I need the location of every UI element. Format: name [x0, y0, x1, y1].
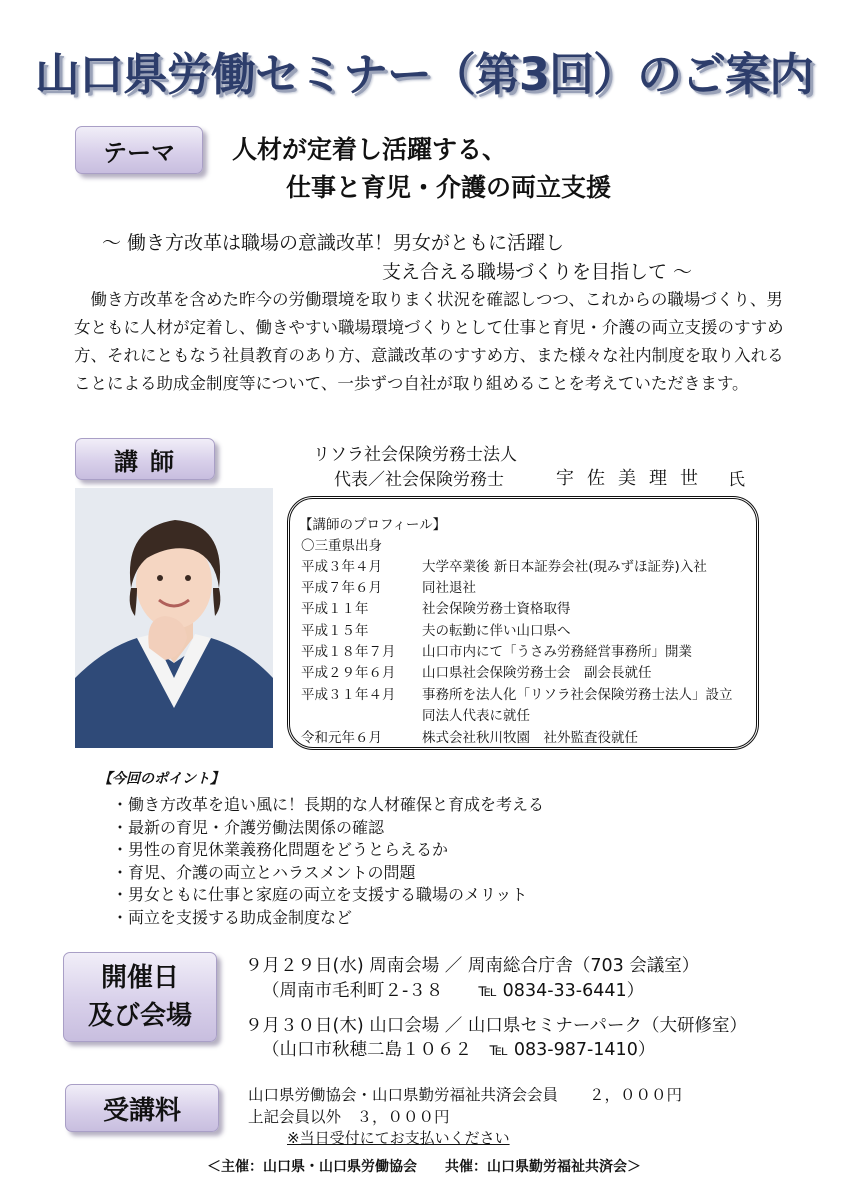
profile-text: 社会保険労務士資格取得 [422, 601, 571, 617]
profile-text: 山口市内にて「うさみ労務経営事務所」開業 [422, 644, 692, 660]
schedule-label-line-2: 及び会場 [87, 1001, 192, 1031]
event-2-line-1: ９月３０日(木) 山口会場 ／ 山口県セミナーパーク（大研修室） [245, 1016, 747, 1036]
profile-text: 大学卒業後 新日本証券会社(現みずほ証券)入社 [422, 559, 707, 575]
lecturer-name: 宇佐美理世 [556, 468, 711, 489]
theme-label: テーマ [75, 126, 203, 174]
fee-nonmember: 上記会員以外 ３，０００円 [248, 1108, 450, 1126]
point-item: ・男女ともに仕事と家庭の両立を支援する職場のメリット [112, 885, 528, 904]
fee-label: 受講料 [65, 1084, 219, 1132]
lecturer-honorific: 氏 [728, 470, 745, 490]
profile-date: 平成３１年４月 [301, 687, 396, 703]
profile-date: 平成１１年 [301, 601, 369, 617]
profile-date: 平成３年４月 [301, 559, 382, 575]
lecturer-role: 代表／社会保険労務士 [334, 470, 504, 490]
profile-date: 平成１８年７月 [301, 644, 396, 660]
point-item: ・働き方改革を追い風に！長期的な人材確保と育成を考える [112, 795, 545, 814]
event-1-line-1: ９月２９日(水) 周南会場 ／ 周南総合庁舎（703 会議室） [245, 956, 700, 976]
profile-text: 株式会社秋川牧園 社外監査役就任 [422, 730, 638, 746]
profile-date: 平成１５年 [301, 623, 369, 639]
point-item: ・育児、介護の両立とハラスメントの問題 [112, 863, 416, 882]
schedule-label-line-1: 開催日 [100, 963, 179, 993]
subtitle-line-2: 支え合える職場づくりを目指して ～ [382, 261, 693, 283]
event-2-line-2: （山口市秋穂二島１０６２ ℡ 083-987-1410） [262, 1040, 656, 1060]
fee-member: 山口県労働協会・山口県勤労福祉共済会会員 ２，０００円 [248, 1086, 683, 1104]
profile-text: 山口県社会保険労務士会 副会長就任 [422, 665, 652, 681]
point-item: ・両立を支援する助成金制度など [112, 908, 353, 927]
profile-text: 事務所を法人化「リソラ社会保険労務士法人」設立 [422, 687, 733, 703]
theme-line-2: 仕事と育児・介護の両立支援 [286, 173, 612, 202]
points-title: 【今回のポイント】 [98, 771, 224, 787]
profile-text: 同法人代表に就任 [422, 708, 530, 724]
page-title: 山口県労働セミナー（第3回）のご案内 [34, 48, 814, 101]
profile-text: 夫の転勤に伴い山口県へ [422, 623, 571, 639]
schedule-label [63, 952, 217, 1042]
theme-line-1: 人材が定着し活躍する、 [232, 135, 508, 164]
footer-organizers: ＜主催：山口県・山口県労働協会 共催：山口県勤労福祉共済会＞ [207, 1159, 641, 1175]
point-item: ・男性の育児休業義務化問題をどうとらえるか [112, 840, 449, 859]
profile-date: 令和元年６月 [301, 730, 382, 746]
event-1-line-2: （周南市毛利町２-３８ ℡ 0834-33-6441） [262, 981, 645, 1001]
lecturer-photo [75, 488, 273, 748]
profile-title: 【講師のプロフィール】 [299, 517, 447, 533]
profile-origin: 〇三重県出身 [301, 538, 382, 554]
intro-paragraph: 働き方改革を含めた昨今の労働環境を取りまく状況を確認しつつ、これからの職場づくり、男女ともに人材が定着し、働きやすい職場環境づくりとして仕事と育児・介護の両立支援のすすめ方、それにともなう社員教育のあり方、意識改革のすすめ方、また様々な社内制度を取り入れることによる助成金制度等について、一歩ずつ自社が取り組めることを考えていただきます。 [74, 290, 784, 393]
profile-date: 平成７年６月 [301, 580, 382, 596]
lecturer-label: 講師 [75, 438, 215, 480]
point-item: ・最新の育児・介護労働法関係の確認 [112, 818, 385, 837]
lecturer-organization: リソラ社会保険労務士法人 [313, 445, 517, 465]
profile-text: 同社退社 [422, 580, 476, 596]
subtitle-line-1: ～ 働き方改革は職場の意識改革！男女がともに活躍し [102, 232, 565, 254]
profile-date: 平成２９年６月 [301, 665, 396, 681]
fee-note: ※当日受付にてお支払いください [287, 1129, 510, 1147]
